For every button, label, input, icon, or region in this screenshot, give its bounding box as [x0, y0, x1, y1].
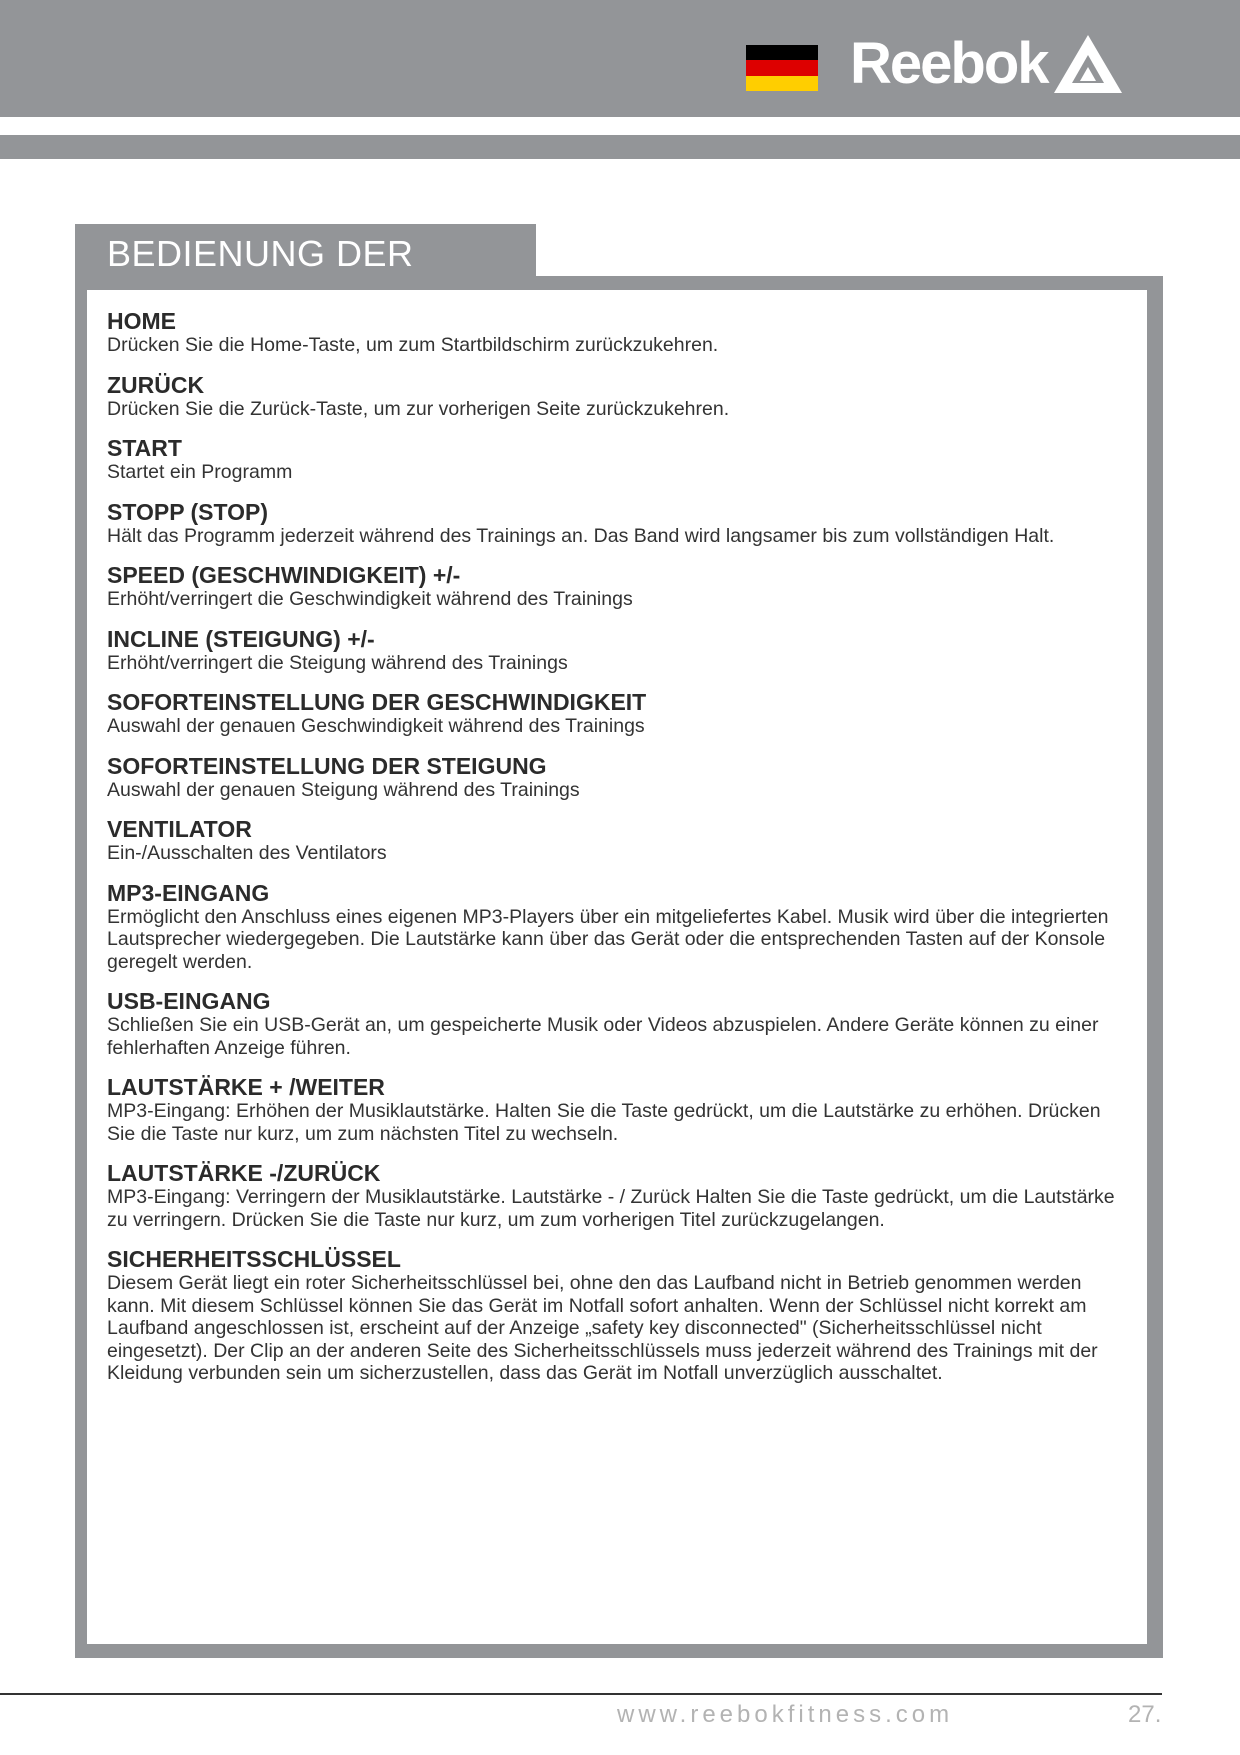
entry-home — [107, 308, 1127, 357]
entry-description: Ermöglicht den Anschluss eines eigenen MP3-Players über ein mitgeliefertes Kabel. Musik wird über die integrierten Lautsprecher wiedergegeben. Die Lautstärke kann über das Gerät oder die entsprechenden Tasten auf der Konsole geregelt werden. — [107, 905, 1109, 973]
footer-divider — [0, 1693, 1162, 1695]
entry-title: USB-EINGANG — [107, 988, 271, 1014]
entry-description: Auswahl der genauen Steigung während des Trainings — [107, 778, 580, 801]
entry-back — [107, 372, 1127, 421]
entry-title: VENTILATOR — [107, 816, 252, 842]
entry-description: Hält das Programm jederzeit während des Trainings an. Das Band wird langsamer bis zum vollständigen Halt. — [107, 524, 1055, 547]
entry-incline — [107, 626, 1127, 675]
entry-title: INCLINE (STEIGUNG) +/- — [107, 625, 375, 652]
entry-volume-down — [107, 1160, 1127, 1231]
entry-description: MP3-Eingang: Erhöhen der Musiklautstärke. Halten Sie die Taste gedrückt, um die Lautstärke zu erhöhen. Drücken Sie die Taste nur kurz, um zum nächsten Titel zu wechseln. — [107, 1100, 1101, 1145]
entry-description: Startet ein Programm — [107, 461, 293, 483]
page-number: 27. — [1128, 1701, 1162, 1728]
entry-description: Ein-/Ausschalten des Ventilators — [107, 842, 387, 864]
brand-name: Reebok — [850, 31, 1048, 96]
entry-title: START — [107, 435, 182, 461]
entry-title: LAUTSTÄRKE -/ZURÜCK — [107, 1160, 381, 1186]
entry-quick-incline — [107, 753, 1127, 802]
entry-title: SOFORTEINSTELLUNG DER STEIGUNG — [107, 752, 547, 779]
reebok-logo — [850, 33, 1124, 95]
entry-stop — [107, 499, 1127, 548]
header-sub-band — [0, 135, 1240, 159]
entry-description: Drücken Sie die Home-Taste, um zum Startbildschirm zurückzukehren. — [107, 334, 719, 356]
entry-title: STOPP (STOP) — [107, 498, 269, 525]
entry-title: SPEED (GESCHWINDIGKEIT) +/- — [107, 562, 461, 588]
entry-fan — [107, 816, 1127, 865]
content-panel — [87, 290, 1147, 1644]
entry-quick-speed — [107, 689, 1127, 738]
reebok-delta-icon — [1052, 33, 1124, 95]
entry-title: ZURÜCK — [107, 371, 205, 398]
entry-description: Erhöht/verringert die Steigung während des Trainings — [107, 651, 568, 674]
entry-usb-input — [107, 988, 1127, 1059]
entry-description: Schließen Sie ein USB-Gerät an, um gespeicherte Musik oder Videos abzuspielen. Andere Geräte können zu einer fehlerhaften Anzeige führen. — [107, 1014, 1099, 1059]
entry-description: Erhöht/verringert die Geschwindigkeit während des Trainings — [107, 588, 633, 610]
button-list — [107, 308, 1127, 1400]
entry-mp3-input — [107, 880, 1127, 974]
entry-description: MP3-Eingang: Verringern der Musiklautstärke. Lautstärke - / Zurück Halten Sie die Taste gedrückt, um die Lautstärke zu verringern. Drücken Sie die Taste nur kurz, um zum vorherigen Titel zurückzugelangen. — [107, 1186, 1115, 1231]
entry-start — [107, 435, 1127, 484]
entry-description: Diesem Gerät liegt ein roter Sicherheitsschlüssel bei, ohne den das Laufband nicht in Betrieb genommen werden kann. Mit diesem Schlüssel können Sie das Gerät im Notfall sofort anhalten. Wenn der Schlüssel nicht korrekt am Laufband angeschlossen ist, erscheint auf der Anzeige „safety key disconnected" (Sicherheitsschlüssel nicht eingesetzt). Der Clip an der anderen Seite des Sicherheitsschlüssels muss jederzeit während des Trainings mit der Kleidung verbunden sein um sicherzustellen, dass das Gerät im Notfall unverzüglich ausschaltet. — [107, 1272, 1098, 1384]
content-frame — [75, 276, 1163, 1658]
entry-title: HOME — [107, 308, 176, 334]
german-flag-icon — [746, 45, 818, 91]
section-title: BEDIENUNG DER — [107, 233, 414, 274]
entry-safety-key — [107, 1246, 1127, 1385]
entry-title: SICHERHEITSSCHLÜSSEL — [107, 1246, 401, 1272]
section-header-tab — [75, 224, 536, 278]
entry-volume-up — [107, 1074, 1127, 1145]
entry-title: LAUTSTÄRKE + /WEITER — [107, 1074, 385, 1100]
entry-speed — [107, 562, 1127, 611]
entry-description: Drücken Sie die Zurück-Taste, um zur vorherigen Seite zurückzukehren. — [107, 397, 730, 420]
entry-title: MP3-EINGANG — [107, 879, 270, 906]
footer-url: www.reebokfitness.com — [617, 1701, 954, 1728]
entry-title: SOFORTEINSTELLUNG DER GESCHWINDIGKEIT — [107, 689, 647, 715]
entry-description: Auswahl der genauen Geschwindigkeit während des Trainings — [107, 715, 645, 737]
